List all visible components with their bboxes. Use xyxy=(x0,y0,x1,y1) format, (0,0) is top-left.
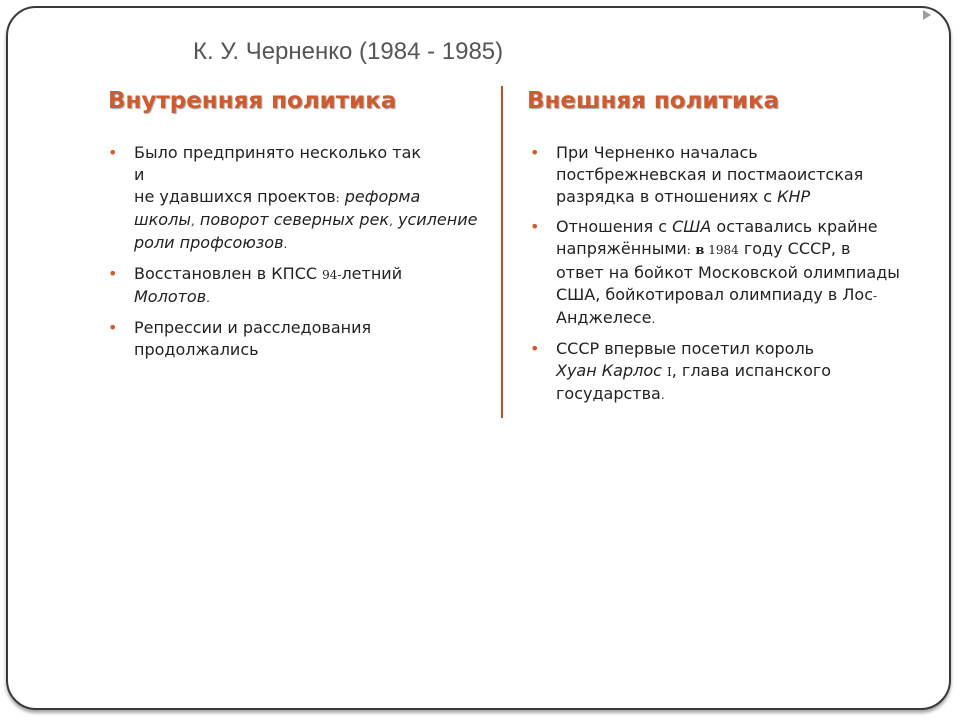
item-text-italic: реформа школы xyxy=(134,187,421,229)
bullet-icon: • xyxy=(530,143,540,162)
item-text-italic: поворот северных рек xyxy=(194,210,390,229)
list-item xyxy=(530,216,900,330)
item-text: оставались крайне напряжёнными xyxy=(556,217,878,258)
item-number: 94- xyxy=(322,268,342,282)
item-text-italic: усиление роли профсоюзов xyxy=(134,210,478,252)
item-punct: . xyxy=(206,291,210,305)
item-punct: - xyxy=(873,289,878,303)
item-text: Было предпринято несколько так xyxy=(134,143,422,162)
list-item xyxy=(108,142,478,255)
item-punct: . xyxy=(651,312,656,326)
item-text-italic: США xyxy=(672,217,712,236)
list-item xyxy=(108,317,478,361)
item-text: году СССР, в ответ на бойкот Московской олимпиады США, бойкотировал олимпиаду в Лос xyxy=(556,239,900,304)
item-text: не удавшихся проектов xyxy=(134,187,336,206)
page-title: К. У. Черненко (1984 - 1985) xyxy=(193,38,504,65)
item-text: и xyxy=(134,165,145,184)
item-text-bold: в xyxy=(690,243,705,258)
item-punct: , xyxy=(389,214,393,228)
heading-foreign-policy: Внешняя политика xyxy=(527,88,780,114)
list-item xyxy=(530,142,900,208)
domestic-policy-list xyxy=(108,142,478,369)
item-text: Анджелесе xyxy=(556,308,652,327)
bullet-icon: • xyxy=(530,339,540,358)
column-divider xyxy=(501,86,503,418)
foreign-policy-list xyxy=(530,142,900,414)
list-item xyxy=(530,338,900,406)
item-text: Репрессии и расследования продолжались xyxy=(134,318,372,359)
item-punct: : xyxy=(686,243,691,257)
item-text: , глава испанского государства xyxy=(556,361,832,403)
item-text: При Черненко началась постбрежневская и постмаоистская разрядка в отношениях с xyxy=(556,143,864,206)
item-number: 1984 xyxy=(704,243,739,257)
item-text-italic: Хуан Карлос xyxy=(556,361,667,380)
item-punct: , xyxy=(190,214,195,228)
item-punct: . xyxy=(283,237,288,251)
item-text: СССР впервые посетил король xyxy=(556,339,815,358)
item-text-italic: Молотов xyxy=(134,287,207,306)
item-punct: : xyxy=(335,191,340,205)
bullet-icon: • xyxy=(108,318,118,337)
item-punct: . xyxy=(660,388,665,402)
item-text: Восстановлен в КПСС xyxy=(134,264,323,283)
bullet-icon: • xyxy=(108,264,118,283)
next-arrow-icon[interactable] xyxy=(923,10,931,20)
bullet-icon: • xyxy=(530,217,540,236)
item-text-italic: КНР xyxy=(777,187,811,206)
item-number: I xyxy=(667,365,672,379)
list-item xyxy=(108,263,478,309)
item-text: Отношения с xyxy=(556,217,673,236)
bullet-icon: • xyxy=(108,143,118,162)
heading-domestic-policy: Внутренняя политика xyxy=(108,88,397,114)
item-text: летний xyxy=(341,264,403,283)
